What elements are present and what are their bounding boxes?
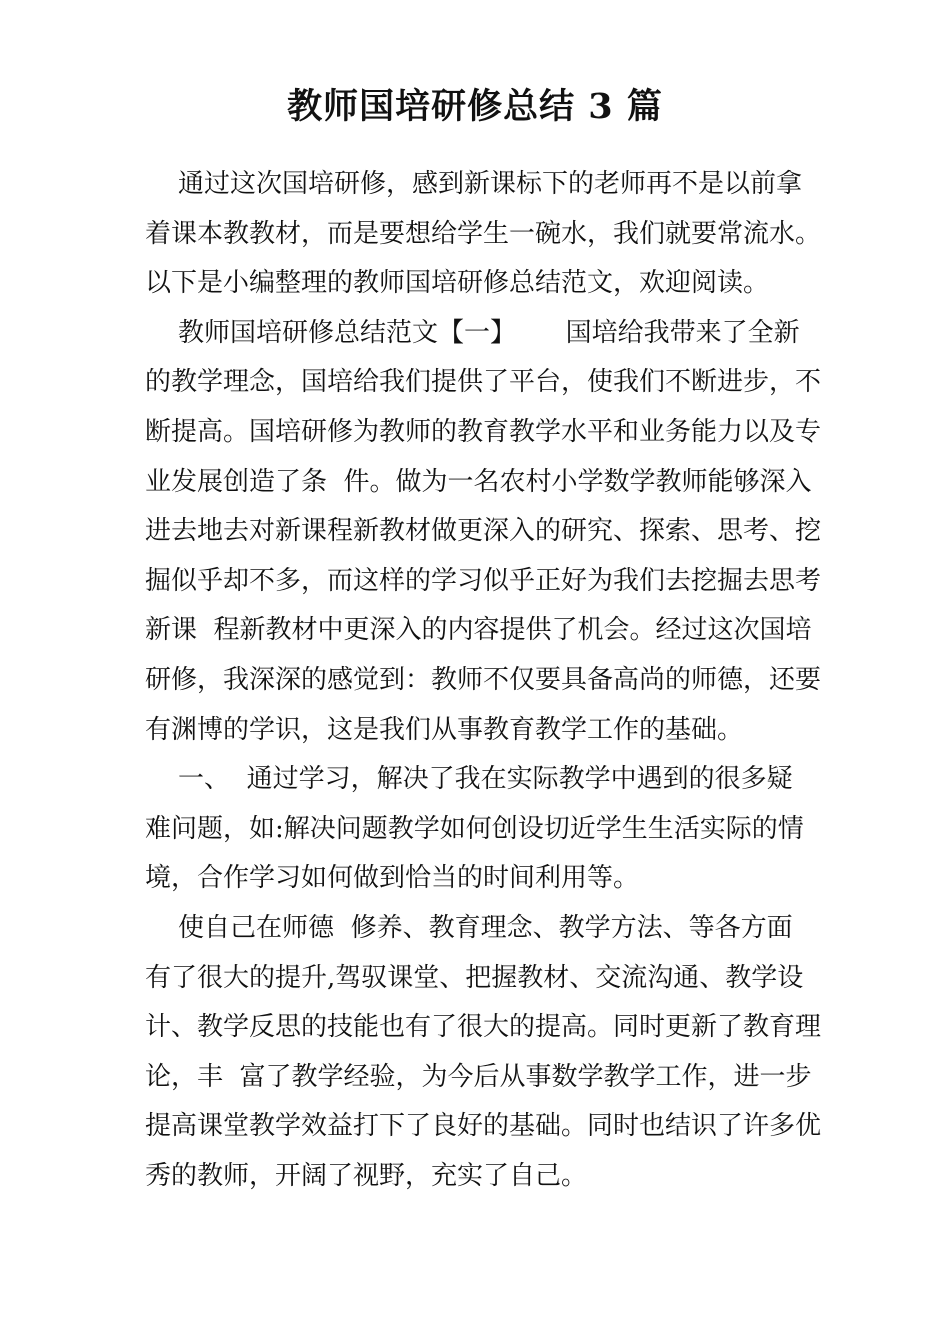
text-line: 进去地去对新课程新教材做更深入的研究、探索、思考、挖: [145, 516, 822, 547]
text-line: 难问题，如:解决问题教学如何创设切近学生生活实际的情: [145, 813, 804, 844]
document-title: 教师国培研修总结 3 篇: [287, 86, 663, 127]
text-line: 计、教学反思的技能也有了很大的提高。同时更新了教育理: [145, 1012, 822, 1043]
text-line: 着课本教教材，而是要想给学生一碗水，我们就要常流水。: [145, 218, 822, 249]
text-line: 境，合作学习如何做到恰当的时间利用等。: [145, 863, 640, 894]
text-line: 以下是小编整理的教师国培研修总结范文，欢迎阅读。: [145, 268, 770, 299]
text-line: 秀的教师，开阔了视野，充实了自己。: [145, 1160, 588, 1191]
text-line: 的教学理念，国培给我们提供了平台，使我们不断进步，不: [145, 367, 822, 398]
text-line: 新课 程新教材中更深入的内容提供了机会。经过这次国培: [145, 615, 812, 646]
text-line: 断提高。国培研修为教师的教育教学水平和业务能力以及专: [145, 416, 822, 447]
text-line: 有渊博的学识，这是我们从事教育教学工作的基础。: [145, 714, 744, 745]
text-line: 使自己在师德 修养、教育理念、教学方法、等各方面: [145, 912, 793, 943]
text-line: 论，丰 富了教学经验，为今后从事数学教学工作，进一步: [145, 1061, 812, 1092]
text-line: 掘似乎却不多，而这样的学习似乎正好为我们去挖掘去思考: [145, 565, 822, 596]
text-line: 有了很大的提升,驾驭课堂、把握教材、交流沟通、教学设: [145, 962, 804, 993]
text-line: 业发展创造了条 件。做为一名农村小学数学教师能够深入: [145, 466, 812, 497]
text-line: 通过这次国培研修，感到新课标下的老师再不是以前拿: [145, 169, 803, 199]
text-line: 教师国培研修总结范文【一】 国培给我带来了全新: [145, 317, 800, 348]
text-line: 一、 通过学习，解决了我在实际教学中遇到的很多疑: [145, 764, 793, 795]
document-body: [145, 160, 822, 1201]
text-line: 提高课堂教学效益打下了良好的基础。同时也结识了许多优: [145, 1111, 822, 1142]
text-line: 研修，我深深的感觉到：教师不仅要具备高尚的师德，还要: [145, 664, 822, 695]
